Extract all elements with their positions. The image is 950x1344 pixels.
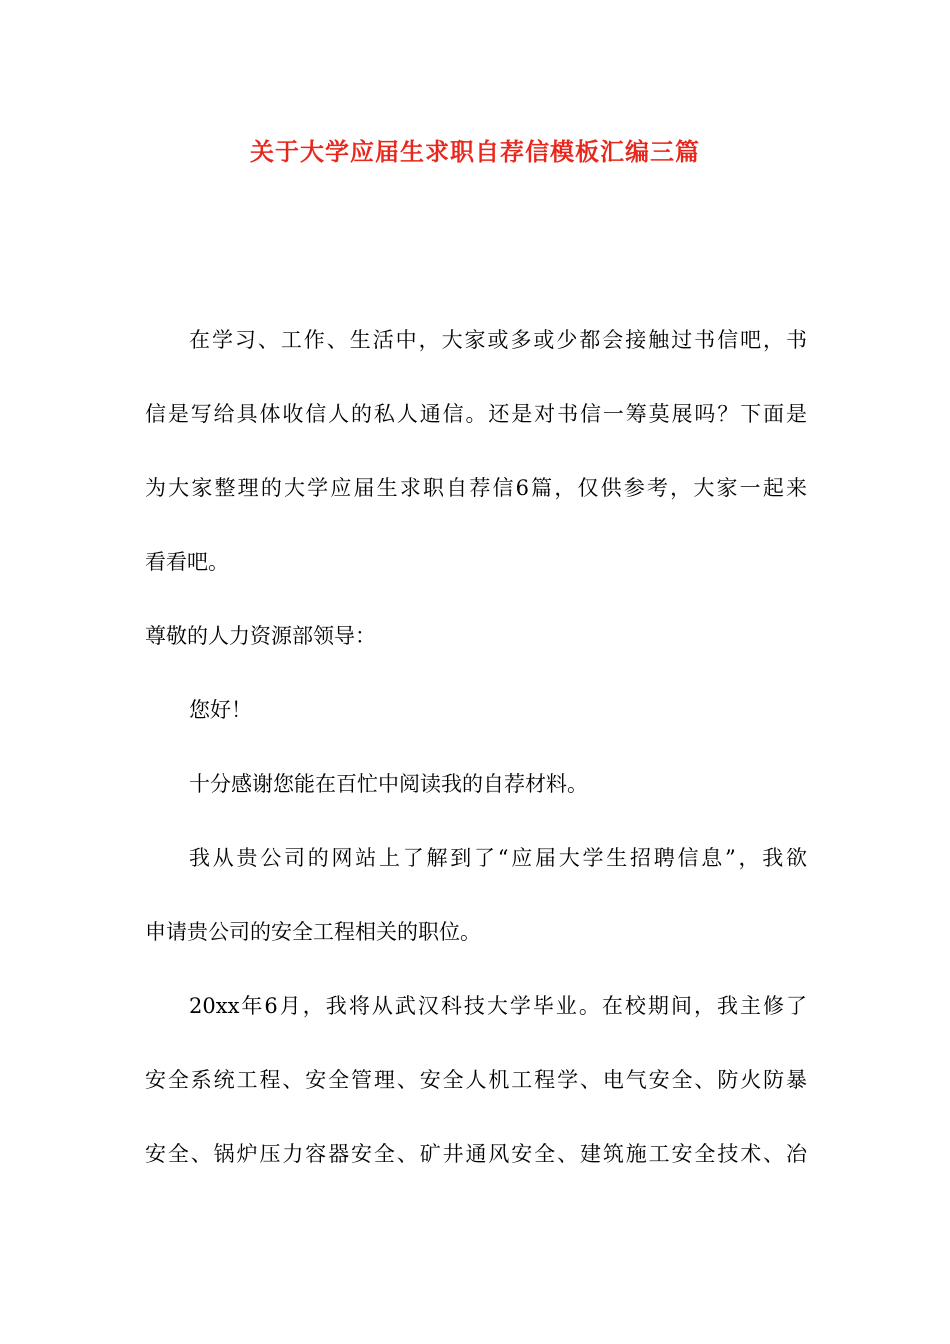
text-line: 信是写给具体收信人的私人通信。还是对书信一筹莫展吗？下面是	[145, 402, 807, 426]
text-line: 为大家整理的大学应届生求职自荐信6篇，仅供参考，大家一起来	[145, 476, 807, 500]
text-line: 安全系统工程、安全管理、安全人机工程学、电气安全、防火防暴	[145, 1068, 807, 1092]
document-title: 关于大学应届生求职自荐信模板汇编三篇	[250, 137, 700, 166]
text-line: 您好！	[189, 698, 252, 722]
text-line: 我从贵公司的网站上了解到了“应届大学生招聘信息”，我欲	[189, 846, 807, 870]
paragraph-intro	[145, 322, 807, 581]
text-line: 看看吧。	[145, 550, 229, 574]
paragraph-thanks	[145, 766, 807, 803]
document-body	[145, 322, 807, 1210]
text-line: 尊敬的人力资源部领导：	[145, 624, 376, 648]
text-line: 十分感谢您能在百忙中阅读我的自荐材料。	[189, 772, 588, 796]
paragraph-salutation	[145, 618, 807, 655]
text-line: 安全、锅炉压力容器安全、矿井通风安全、建筑施工安全技术、冶	[145, 1142, 807, 1166]
text-line: 20xx年6月，我将从武汉科技大学毕业。在校期间，我主修了	[189, 994, 807, 1018]
paragraph-greeting	[145, 692, 807, 729]
text-line: 在学习、工作、生活中，大家或多或少都会接触过书信吧，书	[189, 328, 807, 352]
text-line: 申请贵公司的安全工程相关的职位。	[145, 920, 481, 944]
paragraph-education	[145, 988, 807, 1173]
paragraph-application	[145, 840, 807, 951]
